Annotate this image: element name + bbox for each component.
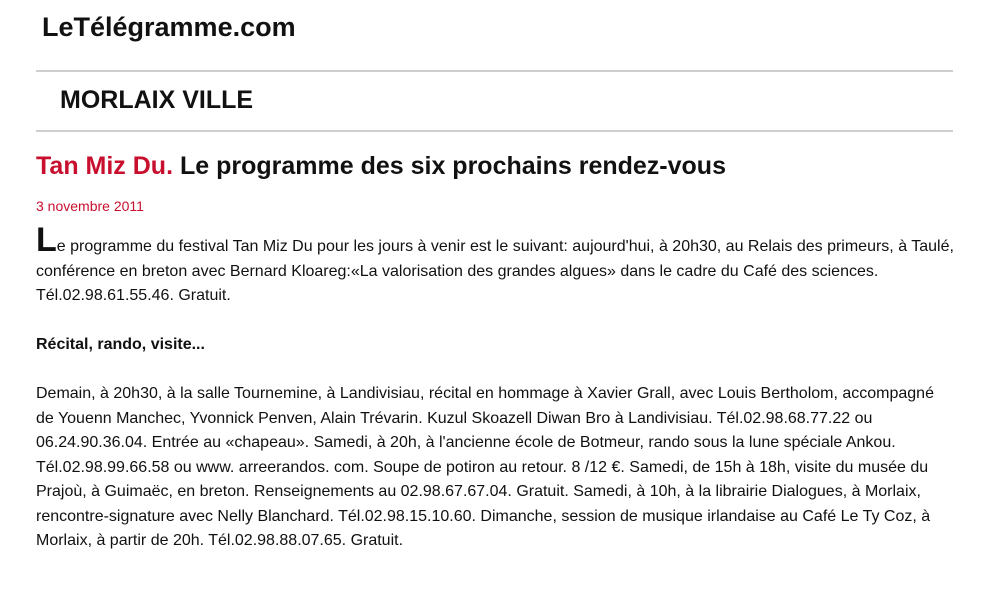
body-paragraph: Demain, à 20h30, à la salle Tournemine, à Landivisiau, récital en hommage à Xavier Grall, avec Louis Bertholom, accompagné de Youenn Manchec, Yvonnick Penven, Alain Trévarin. Kuzul Skoazell Diwan Bro à Landivisiau. Tél.02.98.68.77.22 ou 06.24.90.36.04. Entrée au «chapeau». Samedi, à 20h, à l'ancienne école de Botmeur, rando sous la lune spéciale Ankou. Tél.02.98.99.66.58 ou www. arreerandos. com. Soupe de potiron au retour. 8 /12 €. Samedi, de 15h à 18h, visite du musée du Prajoù, à Guimaëc, en breton. Renseignements au 02.98.67.67.04. Gratuit. Samedi, à 10h, à la librairie Dialogues, à Morlaix, rencontre-signature avec Nelly Blanchard. Tél.02.98.15.10.60. Dimanche, session de musique irlandaise au Café Le Ty Coz, à Morlaix, à partir de 20h. Tél.02.98.88.07.65. Gratuit. [36,385,934,549]
article-body [36,221,956,554]
intro-paragraph [36,221,956,309]
divider-bottom [36,130,953,132]
site-logo[interactable]: LeTélégramme.com [42,12,296,42]
section-title: MORLAIX VILLE [60,86,254,114]
article-date: 3 novembre 2011 [36,198,144,214]
intro-text: e programme du festival Tan Miz Du pour les jours à venir est le suivant: aujourd'hui, à 20h30, au Relais des primeurs, à Taulé, conférence en breton avec Bernard Kloareg:«La valorisation des grandes algues» dans le cadre du Café des sciences. Tél.02.98.61.55.46. Gratuit. [36,238,954,304]
article-headline [36,152,726,181]
article-subhead: Récital, rando, visite... [36,336,205,353]
headline-title: Le programme des six prochains rendez-vous [173,152,726,180]
divider-top [36,70,953,72]
dropcap-letter: L [36,221,57,259]
headline-kicker: Tan Miz Du. [36,152,174,180]
